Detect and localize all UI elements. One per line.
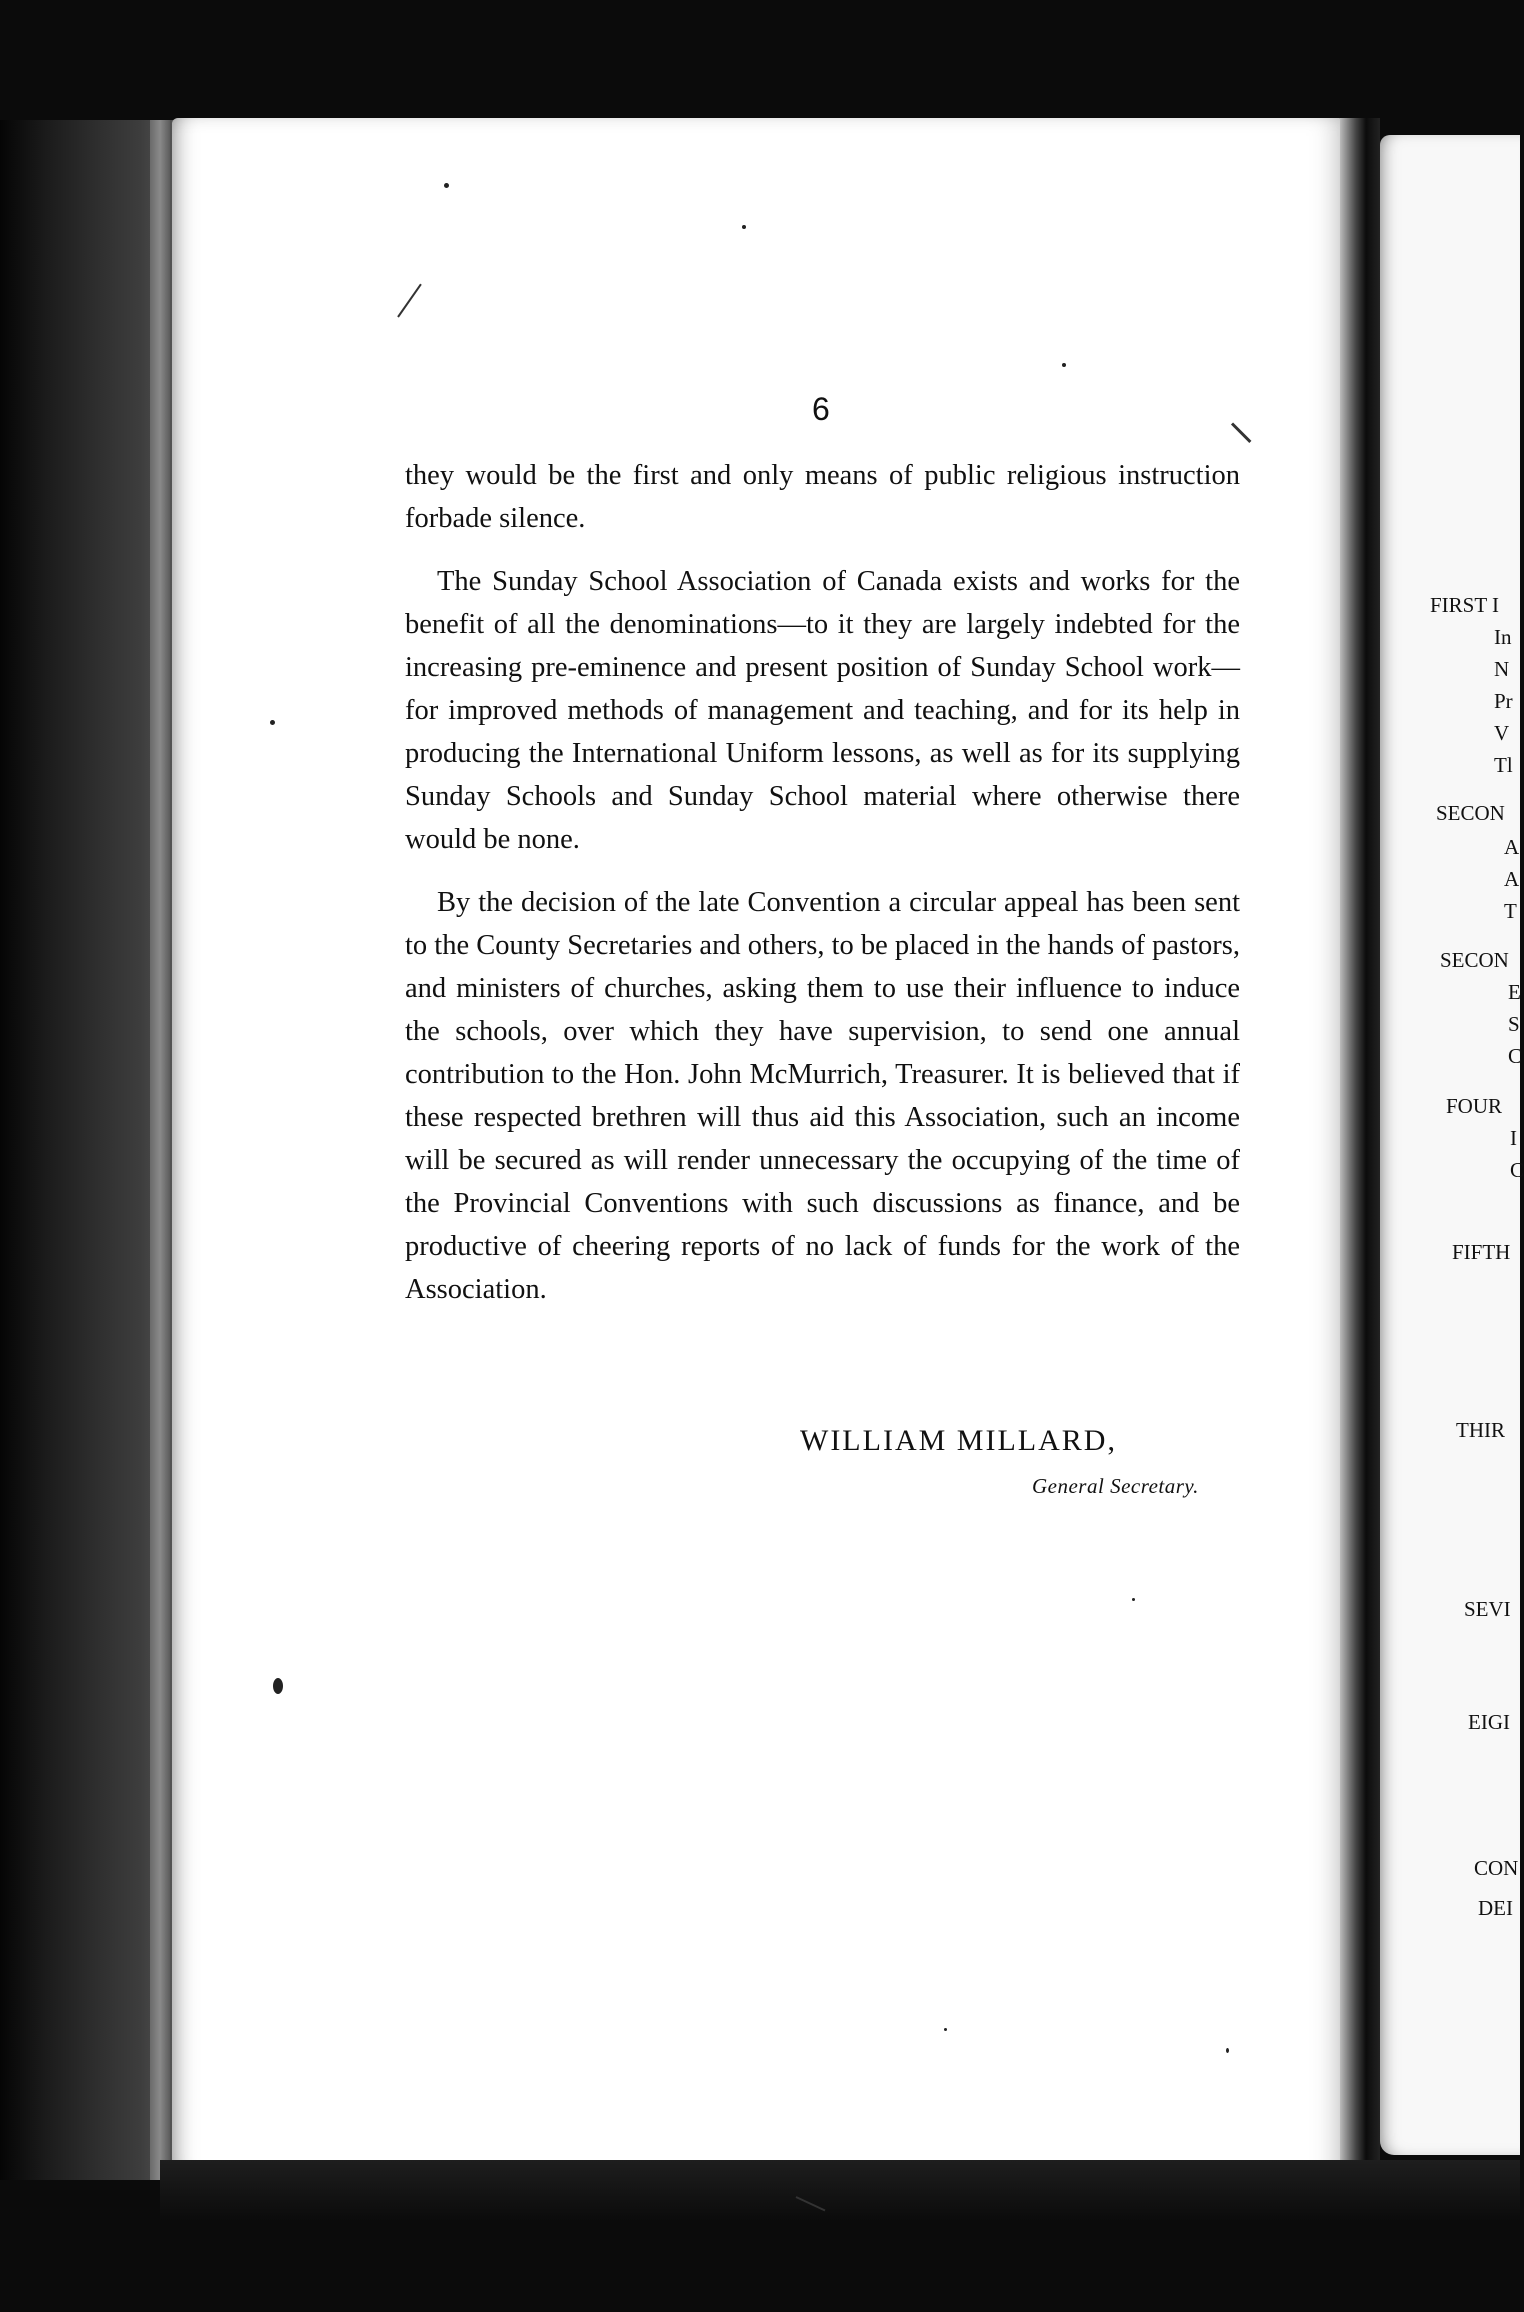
facing-entry: T [1504,899,1517,923]
facing-entry: V [1494,721,1510,745]
facing-entry: I [1510,1126,1517,1150]
facing-entry: CON [1474,1856,1519,1880]
bottom-shadow [160,2160,1520,2312]
scan-speck [944,2028,947,2031]
paragraph-2: The Sunday School Association of Canada exists and works for the benefit of all the denominations—to it they are largely indebted for the increasing pre-eminence and present position of Sunday School work—for improved methods of management and teaching, and for its help in producing the International Uniform lessons, as well as for its supplying Sunday Schools and Sunday School material where otherwise there would be none. [405,566,1240,855]
signature-title: General Secretary. [1032,1474,1199,1498]
book-binding [0,120,175,2180]
facing-entry: FIRST I [1430,593,1500,617]
facing-entry: SECON [1436,801,1505,825]
body-text [405,454,1240,1331]
page-number: 6 [812,391,830,427]
facing-entry: FOUR [1446,1094,1503,1118]
facing-entry: In [1494,625,1512,649]
scan-speck [444,183,449,188]
scan-speck [273,1678,283,1694]
right-page [1380,135,1523,2155]
paragraph-3: By the decision of the late Convention a circular appeal has been sent to the County Secretaries and others, to be placed in the hands of pastors, and ministers of churches, asking them to use their influence to induce the schools, over which they have supervision, to send one annual contribution to the Hon. John McMurrich, Treasurer. It is believed that if these respected brethren will thus aid this Association, such an income will be secured as will render unnecessary the occupying of the time of the Provincial Conventions with such discussions as finance, and be productive of cheering reports of no lack of funds for the work of the Association. [405,887,1240,1305]
book-gutter [1340,118,1380,2178]
facing-entry: EIGI [1468,1710,1510,1734]
facing-entry: C [1508,1044,1523,1068]
facing-entry: SEVI [1464,1597,1511,1621]
facing-entry: C [1510,1158,1524,1182]
facing-entry: E [1508,980,1521,1004]
facing-entry: S [1508,1012,1520,1036]
paragraph-1: they would be the first and only means of public religious instruction forbade silence. [405,460,1240,534]
facing-entry: Pr [1494,689,1513,713]
page-edge [150,120,170,2180]
facing-entry: A [1504,835,1520,859]
scan-speck [1062,363,1066,367]
facing-entry: DEI [1478,1896,1513,1920]
scan-speck [270,720,275,725]
facing-entry: Tl [1494,753,1513,777]
facing-entry: SECON [1440,948,1509,972]
scan-speck [742,225,746,229]
scan-speck [1226,2048,1229,2053]
facing-entry: A [1504,867,1520,891]
signature-name: WILLIAM MILLARD, [800,1424,1117,1457]
facing-entry: N [1494,657,1510,681]
facing-entry: THIR [1456,1418,1505,1442]
facing-entry: FIFTH [1452,1240,1511,1264]
scan-speck [1132,1598,1135,1601]
